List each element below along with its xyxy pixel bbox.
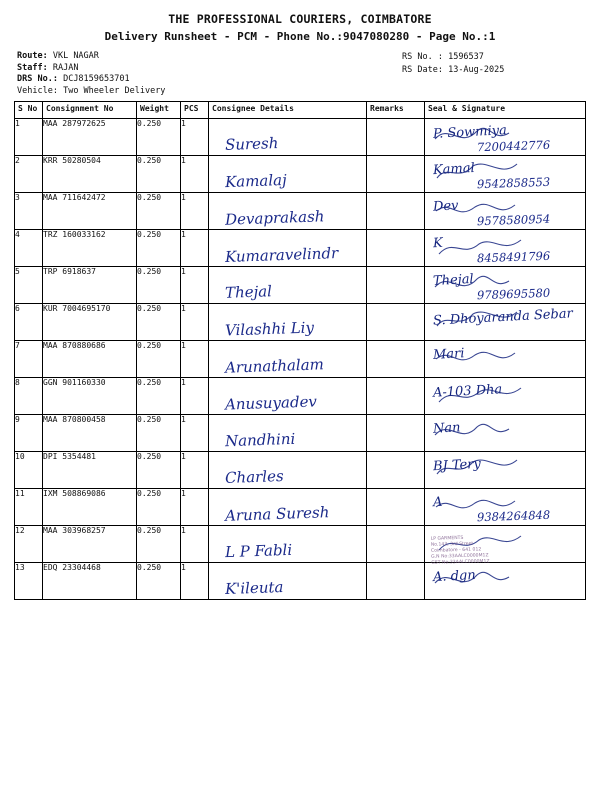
table-body [15,119,586,600]
handwritten-consignee: K'ileuta [224,577,284,599]
table-row [15,119,586,156]
handwritten-consignee: Suresh [224,134,279,154]
rs-no-label: RS No. : [402,52,443,62]
table-row [15,378,586,415]
cell-consignee [209,341,367,378]
drs-value: DCJ8159653701 [63,74,130,84]
runsheet-table [14,101,586,600]
cell-remarks [367,378,425,415]
cell-remarks [367,415,425,452]
cell-remarks [367,193,425,230]
cell-consignment: KRR 50280504 [43,156,137,193]
meta-block [14,51,586,97]
cell-sno: 1 [15,119,43,156]
cell-signature [425,119,586,156]
handwritten-consignee: L P Fabli [224,540,293,562]
cell-remarks [367,452,425,489]
cell-consignment: TRZ 160033162 [43,230,137,267]
handwritten-consignee: Nandhini [224,429,296,451]
table-row [15,452,586,489]
handwritten-phone: 9384264848 [476,507,551,525]
vehicle-value: Two Wheeler Delivery [63,85,166,96]
cell-consignee [209,452,367,489]
cell-remarks [367,489,425,526]
handwritten-signature: K [432,235,444,252]
cell-consignment: TRP 6918637 [43,267,137,304]
cell-weight: 0.250 [137,563,181,600]
cell-consignment: GGN 901160330 [43,378,137,415]
cell-remarks [367,230,425,267]
cell-signature [425,563,586,600]
route-value: VKL NAGAR [52,51,99,61]
handwritten-signature: A. dgn [432,567,477,586]
document-header [0,12,600,43]
handwritten-signature: S. Dhoyaranda Sebar [432,306,574,329]
cell-remarks [367,267,425,304]
meta-left [17,51,165,97]
handwritten-consignee: Arunathalam [224,355,325,377]
cell-consignee [209,489,367,526]
cell-sno: 9 [15,415,43,452]
cell-weight: 0.250 [137,489,181,526]
cell-consignee [209,415,367,452]
vehicle-label: Vehicle: [17,85,58,96]
handwritten-consignee: Anusuyadev [224,392,318,414]
cell-pcs: 1 [181,341,209,378]
table-row [15,267,586,304]
document-subtitle: Delivery Runsheet - PCM - Phone No.:9047080280 - Page No.:1 [104,30,496,43]
cell-sno: 12 [15,526,43,563]
cell-sno: 8 [15,378,43,415]
cell-sno: 6 [15,304,43,341]
col-pcs: PCS [181,102,209,119]
cell-weight: 0.250 [137,267,181,304]
table-row [15,563,586,600]
table-row [15,156,586,193]
cell-signature [425,230,586,267]
cell-weight: 0.250 [137,415,181,452]
cell-sno: 5 [15,267,43,304]
cell-consignee [209,119,367,156]
cell-signature [425,415,586,452]
handwritten-phone: 9578580954 [476,211,551,229]
cell-consignment: IXM 508869086 [43,489,137,526]
cell-pcs: 1 [181,193,209,230]
rs-no-value: 1596537 [448,52,484,62]
cell-sno: 2 [15,156,43,193]
handwritten-phone: 9789695580 [476,285,551,303]
route-label: Route: [17,51,48,61]
handwritten-signature: BJ Tery [432,456,482,475]
handwritten-signature: A-103 Dha [432,382,503,401]
drs-label: DRS No.: [17,74,58,84]
cell-consignee [209,378,367,415]
cell-signature [425,193,586,230]
cell-pcs: 1 [181,119,209,156]
cell-consignment: MAA 303968257 [43,526,137,563]
cell-consignee [209,563,367,600]
cell-sno: 13 [15,563,43,600]
cell-remarks [367,304,425,341]
cell-pcs: 1 [181,452,209,489]
cell-remarks [367,119,425,156]
rs-date-value: 13-Aug-2025 [448,64,505,75]
cell-consignment: KUR 7004695170 [43,304,137,341]
cell-weight: 0.250 [137,230,181,267]
meta-right [402,51,504,76]
cell-remarks [367,341,425,378]
cell-pcs: 1 [181,489,209,526]
table-header-row [15,102,586,119]
table-row [15,230,586,267]
handwritten-consignee: Charles [224,466,284,488]
cell-signature [425,341,586,378]
cell-weight: 0.250 [137,378,181,415]
cell-signature [425,526,586,566]
staff-value: RAJAN [52,62,79,73]
cell-weight: 0.250 [137,341,181,378]
table-row [15,193,586,230]
cell-signature [425,267,586,304]
cell-pcs: 1 [181,563,209,600]
table-row [15,341,586,378]
handwritten-signature: P. Sowmiya [432,123,508,142]
handwritten-signature: Kamal [432,160,476,179]
handwritten-phone: 9542858553 [476,174,551,192]
cell-weight: 0.250 [137,452,181,489]
cell-consignment: EDQ 23304468 [43,563,137,600]
handwritten-consignee: Aruna Suresh [224,503,330,525]
cell-consignee [209,156,367,193]
cell-sno: 10 [15,452,43,489]
handwritten-phone: 7200442776 [476,137,551,155]
handwritten-consignee: Thejal [224,282,273,302]
cell-remarks [367,563,425,600]
handwritten-signature: Nan [432,420,461,437]
rubber-stamp: LP GARMENTS No.143, 3rd Street Coimbatore - 641 012 G.N No:33AALC0000M1Z GST No:33AALC0000M1Z [430,535,490,566]
cell-pcs: 1 [181,415,209,452]
cell-signature [425,156,586,193]
cell-consignment: MAA 870880686 [43,341,137,378]
cell-consignment: MAA 711642472 [43,193,137,230]
cell-signature [425,304,586,341]
handwritten-consignee: Devaprakash [224,207,325,229]
handwritten-phone: 8458491796 [476,248,551,266]
handwritten-consignee: Vilashhi Liy [224,318,315,340]
col-sno: S No [15,102,43,119]
cell-consignee [209,526,367,563]
cell-consignee [209,230,367,267]
cell-consignment: DPI 5354481 [43,452,137,489]
table-row [15,304,586,341]
cell-sno: 4 [15,230,43,267]
col-consignment: Consignment No [43,102,137,119]
cell-weight: 0.250 [137,526,181,563]
cell-pcs: 1 [181,156,209,193]
col-remarks: Remarks [367,102,425,119]
cell-remarks [367,526,425,563]
cell-consignment: MAA 287972625 [43,119,137,156]
handwritten-consignee: Kamalaj [224,170,288,192]
handwritten-signature: Mari [432,346,465,363]
cell-consignee [209,267,367,304]
cell-signature [425,452,586,489]
table-row [15,526,586,563]
cell-pcs: 1 [181,230,209,267]
handwritten-signature: A [432,494,443,511]
col-consignee: Consignee Details [209,102,367,119]
cell-pcs: 1 [181,267,209,304]
cell-weight: 0.250 [137,304,181,341]
col-weight: Weight [137,102,181,119]
col-signature: Seal & Signature [425,102,586,119]
cell-weight: 0.250 [137,119,181,156]
cell-consignment: MAA 870800458 [43,415,137,452]
cell-pcs: 1 [181,526,209,563]
handwritten-signature: Thejal [432,271,475,290]
cell-consignee [209,304,367,341]
cell-sno: 11 [15,489,43,526]
cell-weight: 0.250 [137,156,181,193]
table-row [15,415,586,452]
rs-date-label: RS Date: [402,64,443,75]
cell-pcs: 1 [181,378,209,415]
cell-sno: 3 [15,193,43,230]
cell-consignee [209,193,367,230]
cell-pcs: 1 [181,304,209,341]
handwritten-signature: Dev [432,198,459,215]
cell-weight: 0.250 [137,193,181,230]
cell-remarks [367,156,425,193]
cell-signature [425,378,586,415]
staff-label: Staff: [17,62,48,73]
handwritten-consignee: Kumaravelindr [224,244,339,266]
company-title: THE PROFESSIONAL COURIERS, COIMBATORE [168,12,432,26]
cell-sno: 7 [15,341,43,378]
cell-signature [425,489,586,526]
table-row [15,489,586,526]
